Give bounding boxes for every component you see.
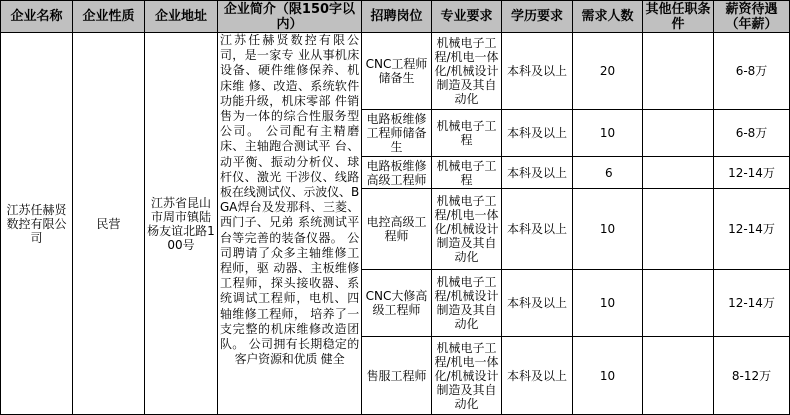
header-salary: 薪资待遇（年薪） [714, 0, 790, 33]
position-title: 电控高级工程师 [362, 189, 432, 270]
position-education: 本科及以上 [502, 337, 573, 415]
position-other [643, 110, 714, 157]
position-headcount: 10 [573, 110, 643, 157]
header-headcount: 需求人数 [573, 0, 643, 33]
position-headcount: 20 [573, 33, 643, 110]
header-company-intro: 企业简介（限150字以内） [218, 0, 362, 33]
position-major: 机械电子工程/机械设计制造及其自动化 [432, 270, 502, 337]
position-title: CNC大修高级工程师 [362, 270, 432, 337]
position-education: 本科及以上 [502, 33, 573, 110]
position-major: 机械电子工程 [432, 110, 502, 157]
position-other [643, 337, 714, 415]
position-major: 机械电子工程 [432, 157, 502, 189]
company-address: 江苏省昆山市周市镇陆杨友谊北路100号 [145, 33, 218, 415]
header-major: 专业要求 [432, 0, 502, 33]
company-type: 民营 [73, 33, 145, 415]
position-salary: 6-8万 [714, 33, 790, 110]
header-other-conditions: 其他任职条件 [643, 0, 714, 33]
company-name: 江苏任赫贤数控有限公司 [0, 33, 73, 415]
position-title: 电路板维修高级工程师 [362, 157, 432, 189]
position-other [643, 157, 714, 189]
header-company-address: 企业地址 [145, 0, 218, 33]
position-title: 售服工程师 [362, 337, 432, 415]
position-salary: 6-8万 [714, 110, 790, 157]
position-headcount: 10 [573, 270, 643, 337]
header-company-name: 企业名称 [0, 0, 73, 33]
company-intro: 江苏任赫贤数控有限公司，是一家专 业从事机床设备、硬件维修保养、机床维 修、改造、系统软件功能升级，机床零部 件销售为一体的综合性服务型公司。 公司配有主精磨床、主轴跑合测试平 台、动平衡、振动分析仪、球杆仪、激光 干涉仪、线路板在线测试仪、示波仪、BGA焊台及发那科、三菱、西门子、兄弟 系统测试平台等完善的装备仪器。 公司聘请了众多主轴维修工程师，驱 动器、主板维修工程师，探头接收器、系 统调试工程师，电机、四轴维修工程师， 培养了一支完整的机床维修改造团队。 公司拥有长期稳定的客户资源和优质 健全 [218, 33, 362, 415]
position-other [643, 33, 714, 110]
position-education: 本科及以上 [502, 157, 573, 189]
position-education: 本科及以上 [502, 110, 573, 157]
position-salary: 12-14万 [714, 270, 790, 337]
position-headcount: 6 [573, 157, 643, 189]
position-title: 电路板维修工程师储备生 [362, 110, 432, 157]
header-position: 招聘岗位 [362, 0, 432, 33]
header-company-type: 企业性质 [73, 0, 145, 33]
position-other [643, 189, 714, 270]
position-salary: 12-14万 [714, 157, 790, 189]
position-major: 机械电子工程/机电一体化/机械设计制造及其自动化 [432, 33, 502, 110]
position-education: 本科及以上 [502, 270, 573, 337]
position-salary: 8-12万 [714, 337, 790, 415]
position-headcount: 10 [573, 189, 643, 270]
position-title: CNC工程师储备生 [362, 33, 432, 110]
position-education: 本科及以上 [502, 189, 573, 270]
position-salary: 12-14万 [714, 189, 790, 270]
header-education: 学历要求 [502, 0, 573, 33]
position-other [643, 270, 714, 337]
position-major: 机械电子工程/机电一体化/机械设计制造及其自动化 [432, 337, 502, 415]
position-headcount: 10 [573, 337, 643, 415]
position-major: 机械电子工程/机电一体化/机械设计制造及其自动化 [432, 189, 502, 270]
